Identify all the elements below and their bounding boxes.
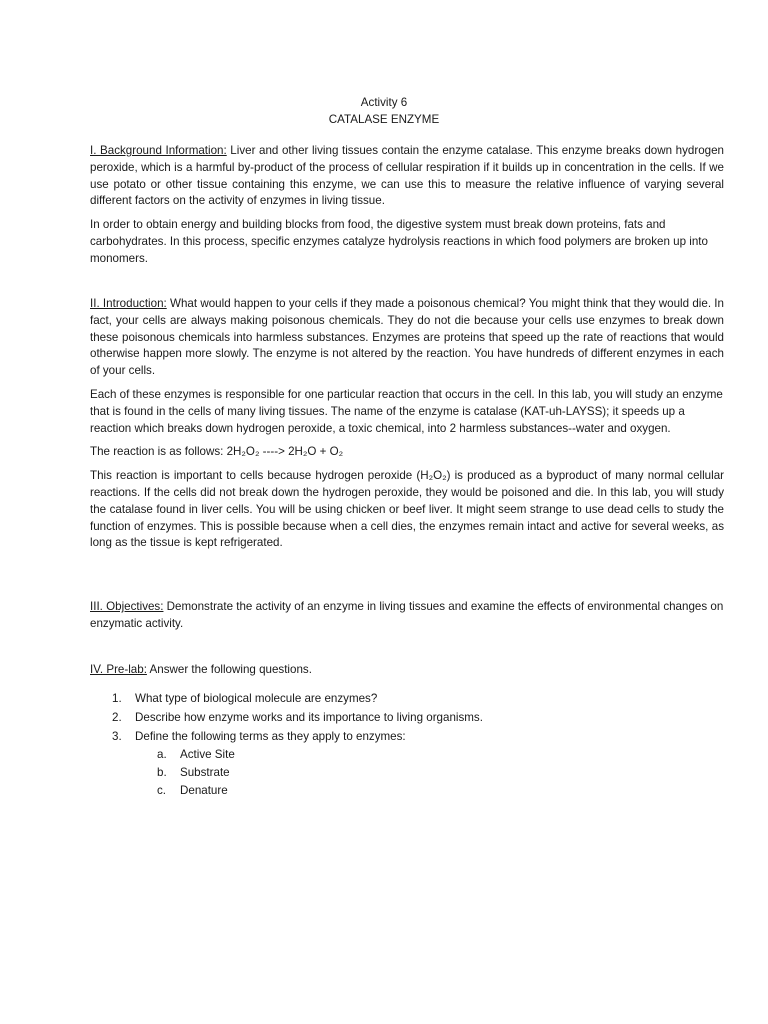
prelab-intro [90,662,724,679]
list-item [135,764,724,782]
list-item [90,708,724,727]
intro-paragraph-2: Each of these enzymes is responsible for one particular reaction that occurs in the cell. In this lab, you will study an enzyme that is found in the cells of many living tissues. The name of the enzyme is catalase (KAT-uh-LAYSS); it speeds up a reaction which breaks down hydrogen peroxide, a toxic chemical, into 2 harmless substances--water and oxygen. [90,387,723,435]
question-text: Define the following terms as they apply to enzymes: [135,729,406,743]
list-letter: b. [157,765,167,779]
intro-paragraph-1 [90,296,724,380]
section-objectives [90,599,724,633]
list-letter: a. [157,747,167,761]
section-heading-objectives: III. Objectives: [90,600,164,613]
list-item [90,689,724,708]
section-background [90,143,724,268]
objectives-text: Demonstrate the activity of an enzyme in living tissues and examine the effects of environmental changes on enzymatic activity. [90,600,724,630]
section-heading-introduction: II. Introduction: [90,297,167,310]
intro-paragraph-3: This reaction is important to cells because hydrogen peroxide (H₂O₂) is produced as a byproduct of many normal cellular reactions. If the cells did not break down the hydrogen peroxide, they would be poisoned and die. In this lab, you will study the catalase found in liver cells. You will be using chicken or beef liver. It might seem strange to use dead cells to study the function of enzymes. This is possible because when a cell dies, the enzymes remain intact and active for several weeks, as long as the tissue is kept refrigerated. [90,469,724,550]
section-introduction [90,296,724,552]
prelab-text: Answer the following questions. [146,663,312,676]
background-paragraph-1 [90,143,724,210]
term-text: Substrate [180,765,230,779]
term-text: Denature [180,783,228,797]
term-list [135,746,724,800]
list-number: 2. [112,710,122,724]
question-text: What type of biological molecule are enzymes? [135,691,378,705]
reaction-equation: The reaction is as follows: 2H₂O₂ ----> 2H₂O + O₂ [90,445,344,459]
list-item [135,746,724,764]
list-item [135,782,724,800]
list-number: 1. [112,691,122,705]
list-item [90,727,724,800]
term-text: Active Site [180,747,235,761]
background-paragraph-2: In order to obtain energy and building blocks from food, the digestive system must break down proteins, fats and carbohydrates. In this process, specific enzymes catalyze hydrolysis reactions in which food polymers are broken up into monomers. [90,218,708,265]
intro-text-1: What would happen to your cells if they made a poisonous chemical? You might think that they would die. In fact, your cells are always making poisonous chemicals. They do not die because your cells use enzymes to break down these poisonous chemicals into harmless substances. Enzymes are proteins that speed up the rate of reactions that would otherwise happen more slowly. The enzyme is not altered by the reaction. You have hundreds of different enzymes in each of your cells. [90,297,724,378]
list-letter: c. [157,783,167,797]
prelab-question-list [90,689,724,800]
section-heading-prelab: IV. Pre-lab: [90,663,147,676]
section-heading-background: I. Background Information: [90,144,227,157]
list-number: 3. [112,729,122,743]
background-text-1: Liver and other living tissues contain the enzyme catalase. This enzyme breaks down hydrogen peroxide, which is a harmful by-product of the process of cellular respiration if it builds up in concentration in the cells. If we use potato or other tissue containing this enzyme, we can use this to measure the relative influence of varying several different factors on the activity of enzymes in living tissue. [90,144,724,208]
objectives-paragraph [90,599,724,633]
page-title: CATALASE ENZYME [328,113,440,126]
title-block [0,94,768,128]
activity-number: Activity 6 [360,96,408,109]
section-prelab [90,662,724,800]
question-text: Describe how enzyme works and its importance to living organisms. [135,710,483,724]
